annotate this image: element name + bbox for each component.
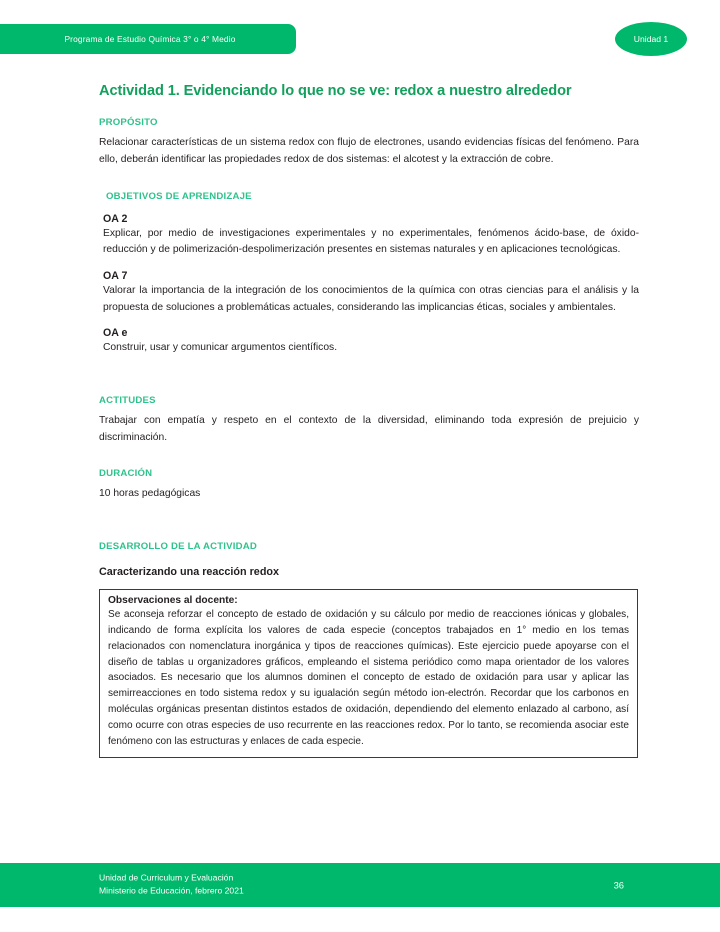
section-label-desarrollo: DESARROLLO DE LA ACTIVIDAD — [99, 540, 257, 552]
page-footer — [0, 863, 720, 907]
objetivo-text: Explicar, por medio de investigaciones experimentales y no experimentales, fenómenos ácido-base, de óxido-reducción y de polimerización-despolimerización presentes en sistemas naturales y en aplicaciones tecnológicas. — [103, 227, 639, 256]
objetivo-code: OA 7 — [103, 269, 128, 282]
activity-title-rest: Evidenciando lo que no se ve: redox a nuestro alrededor — [179, 83, 572, 99]
page-title — [99, 82, 639, 100]
spacer — [99, 559, 639, 566]
teacher-note-box — [99, 589, 638, 758]
objetivo-text: Construir, usar y comunicar argumentos científicos. — [103, 342, 338, 354]
document-content — [99, 82, 639, 758]
section-label-objetivos: OBJETIVOS DE APRENDIZAJE — [106, 190, 252, 202]
spacer — [99, 503, 639, 525]
objetivo-text: Valorar la importancia de la integración de los conocimientos de la química con otras ciencias para el análisis y la propuesta de soluciones a problemáticas actuales, considerando las implicancias éticas, sociales y ambientales. — [103, 284, 639, 313]
objetivo-item — [103, 270, 639, 316]
footer-line-1: Unidad de Curriculum y Evaluación — [99, 872, 234, 883]
objetivo-item — [103, 213, 639, 259]
spacer — [99, 169, 639, 191]
section-label-proposito: PROPÓSITO — [99, 117, 158, 129]
teacher-note-title: Observaciones al docente: — [108, 594, 238, 606]
section-label-duracion: DURACIÓN — [99, 468, 153, 480]
objetivo-code: OA 2 — [103, 212, 128, 225]
header-banner-text: Programa de Estudio Química 3° o 4° Medio — [64, 34, 236, 44]
desarrollo-subheading: Caracterizando una reacción redox — [99, 565, 280, 578]
spacer — [99, 357, 639, 379]
spacer — [99, 379, 639, 395]
page-header — [0, 24, 720, 60]
objetivo-item — [103, 327, 639, 357]
duracion-text: 10 horas pedagógicas — [99, 488, 201, 500]
section-label-actitudes: ACTITUDES — [99, 394, 156, 406]
header-banner — [0, 24, 296, 54]
objetivo-code: OA e — [103, 327, 128, 340]
unit-badge — [615, 22, 687, 56]
unit-badge-label: Unidad 1 — [633, 34, 669, 44]
proposito-text: Relacionar características de un sistema redox con flujo de electrones, usando evidencias físicas del fenómeno. Para ello, deberán identificar las propiedades redox de dos sistemas: el alcotest y la extracción de cobre. — [99, 137, 639, 165]
actitudes-text: Trabajar con empatía y respeto en el contexto de la diversidad, eliminando toda expresión de prejuicio y discriminación. — [99, 414, 639, 443]
spacer — [99, 446, 639, 468]
footer-line-2: Ministerio de Educación, febrero 2021 — [99, 886, 244, 896]
teacher-note-text: Se aconseja reforzar el concepto de estado de oxidación y su cálculo por medio de reacciones iónicas y globales, indicando de forma explícita los valores de cada especie (conceptos trabajados en 1° medio en los temas relacionados con nomenclatura inorgánica y tipos de reacciones químicas). Este ejercicio puede apoyarse con el diseño de tablas u organizadores gráficos, empleando el sistema periódico como mapa orientador de los valores asociados. Es necesario que los alumnos dominen el concepto de estado de oxidación para usar y aplicar las semirreacciones en todo sistema redox y su igualación según método ion-electrón. Recordar que los carbonos en moléculas orgánicas presentan distintos estados de oxidación, dependiendo del elemento enlazado al carbono, así como ocurre con otras especies de uso recurrente en las reacciones redox. Por lo tanto, se recomienda asociar este fenómeno con las estructuras y enlaces de cada especie. — [108, 608, 629, 747]
page-number: 36 — [613, 879, 624, 891]
spacer — [99, 525, 639, 541]
footer-institution — [99, 872, 244, 899]
activity-title-number: Actividad 1. — [99, 83, 180, 99]
